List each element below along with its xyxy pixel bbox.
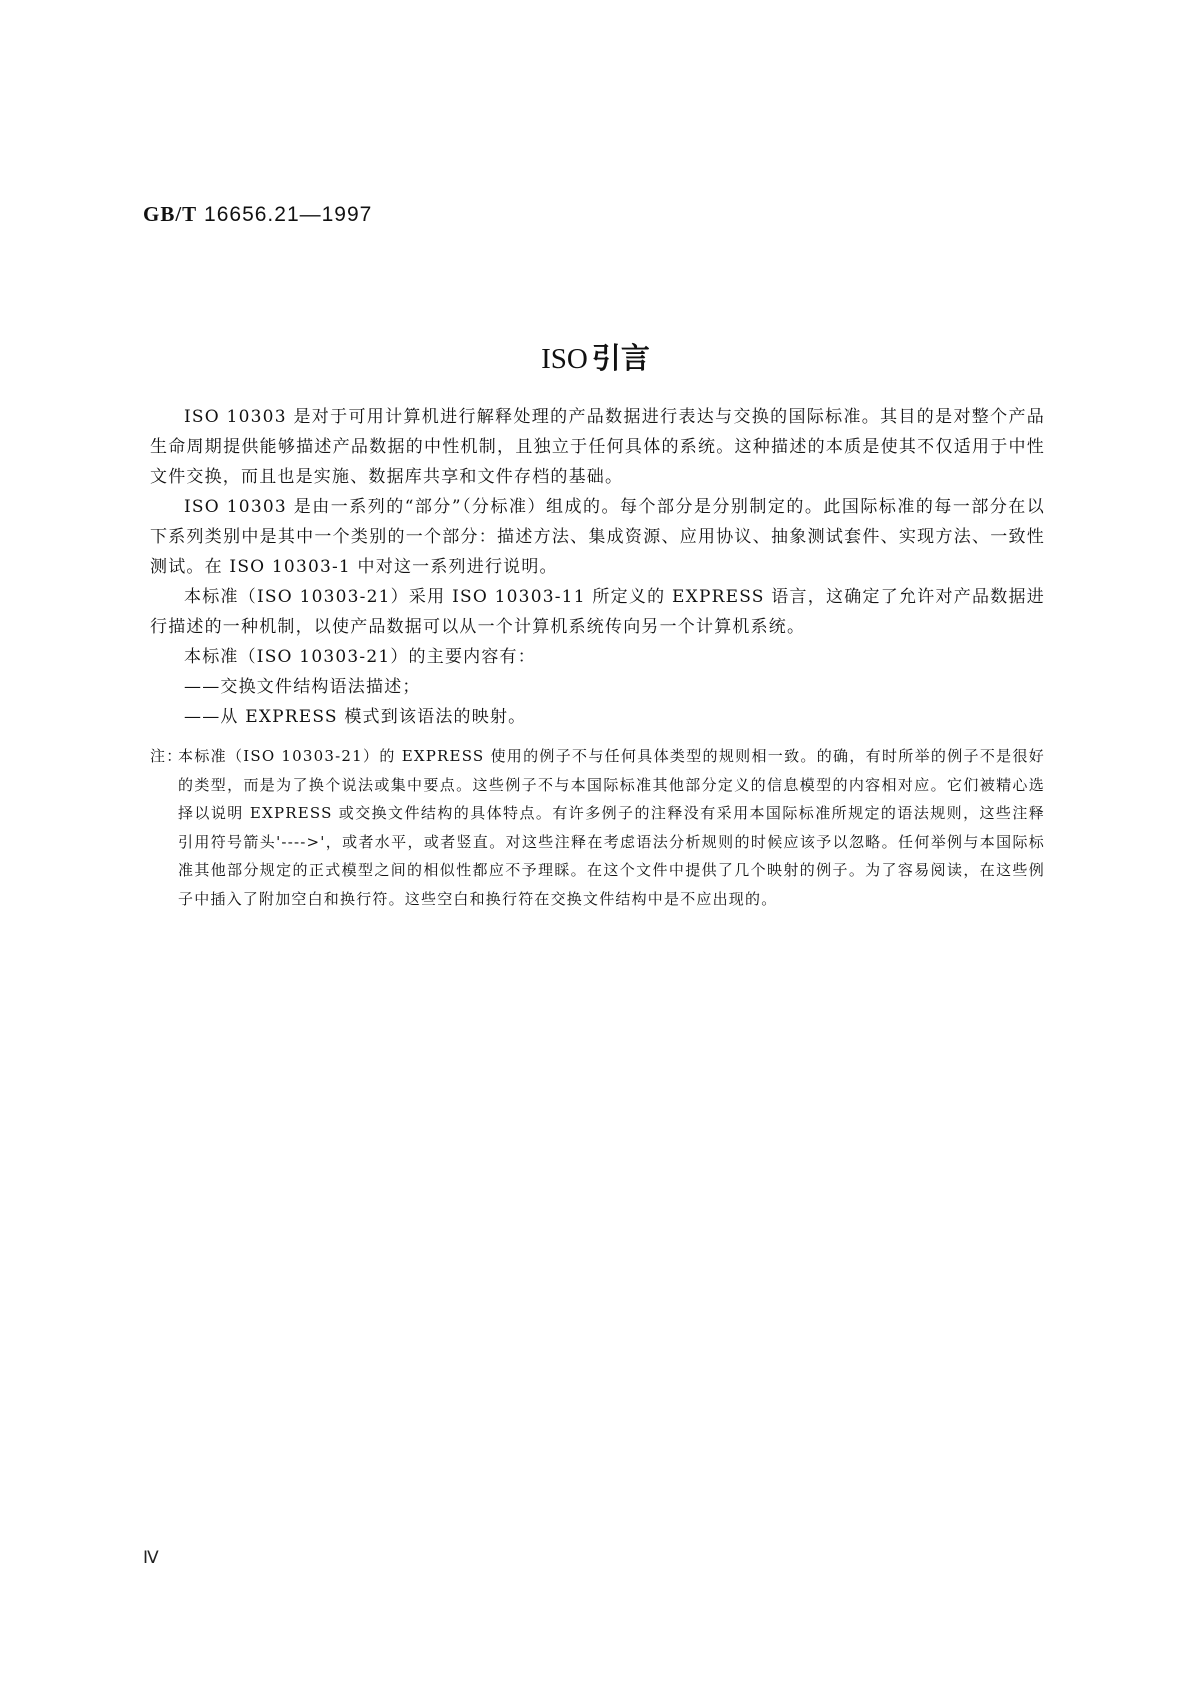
list-item: ——从 EXPRESS 模式到该语法的映射。: [184, 707, 527, 727]
paragraph: 本标准（ISO 10303-21）的主要内容有：: [184, 647, 536, 667]
paragraph: ISO 10303 是由一系列的“部分”（分标准）组成的。每个部分是分别制定的。此国际标准的每一部分在以下系列类别中是其中一个类别的一个部分：描述方法、集成资源、应用协议、抽象测试套件、实现方法、一致性测试。在 ISO 10303-1 中对这一系列进行说明。: [150, 497, 1045, 577]
standard-code-header: [143, 202, 372, 227]
list-item: ——交换文件结构语法描述；: [184, 677, 421, 697]
standard-prefix: GB/T: [143, 202, 198, 226]
note-block: [150, 742, 1045, 913]
note-label: 注：: [150, 747, 183, 765]
title-iso: ISO: [541, 343, 588, 375]
paragraph: 本标准（ISO 10303-21）采用 ISO 10303-11 所定义的 EXPRESS 语言，这确定了允许对产品数据进行描述的一种机制，以使产品数据可以从一个计算机系统传向另一个计算机系统。: [150, 587, 1045, 637]
note-text: 本标准（ISO 10303-21）的 EXPRESS 使用的例子不与任何具体类型的规则相一致。的确，有时所举的例子不是很好的类型，而是为了换个说法或集中要点。这些例子不与本国际标准其他部分定义的信息模型的内容相对应。它们被精心选择以说明 EXPRESS 或交换文件结构的具体特点。有许多例子的注释没有采用本国际标准所规定的语法规则，这些注释引用符号箭头'---->'，或者水平，或者竖直。对这些注释在考虑语法分析规则的时候应该予以忽略。任何举例与本国际标准其他部分规定的正式模型之间的相似性都应不予理睬。在这个文件中提供了几个映射的例子。为了容易阅读，在这些例子中插入了附加空白和换行符。这些空白和换行符在交换文件结构中是不应出现的。: [178, 747, 1045, 908]
page-number: Ⅳ: [143, 1548, 159, 1567]
paragraph: ISO 10303 是对于可用计算机进行解释处理的产品数据进行表达与交换的国际标准。其目的是对整个产品生命周期提供能够描述产品数据的中性机制，且独立于任何具体的系统。这种描述的本质是使其不仅适用于中性文件交换，而且也是实施、数据库共享和文件存档的基础。: [150, 407, 1045, 487]
introduction-body: [150, 402, 1045, 732]
title-text: 引言: [591, 341, 650, 375]
standard-number: 16656.21—1997: [204, 203, 373, 226]
page-title: [0, 336, 1191, 377]
